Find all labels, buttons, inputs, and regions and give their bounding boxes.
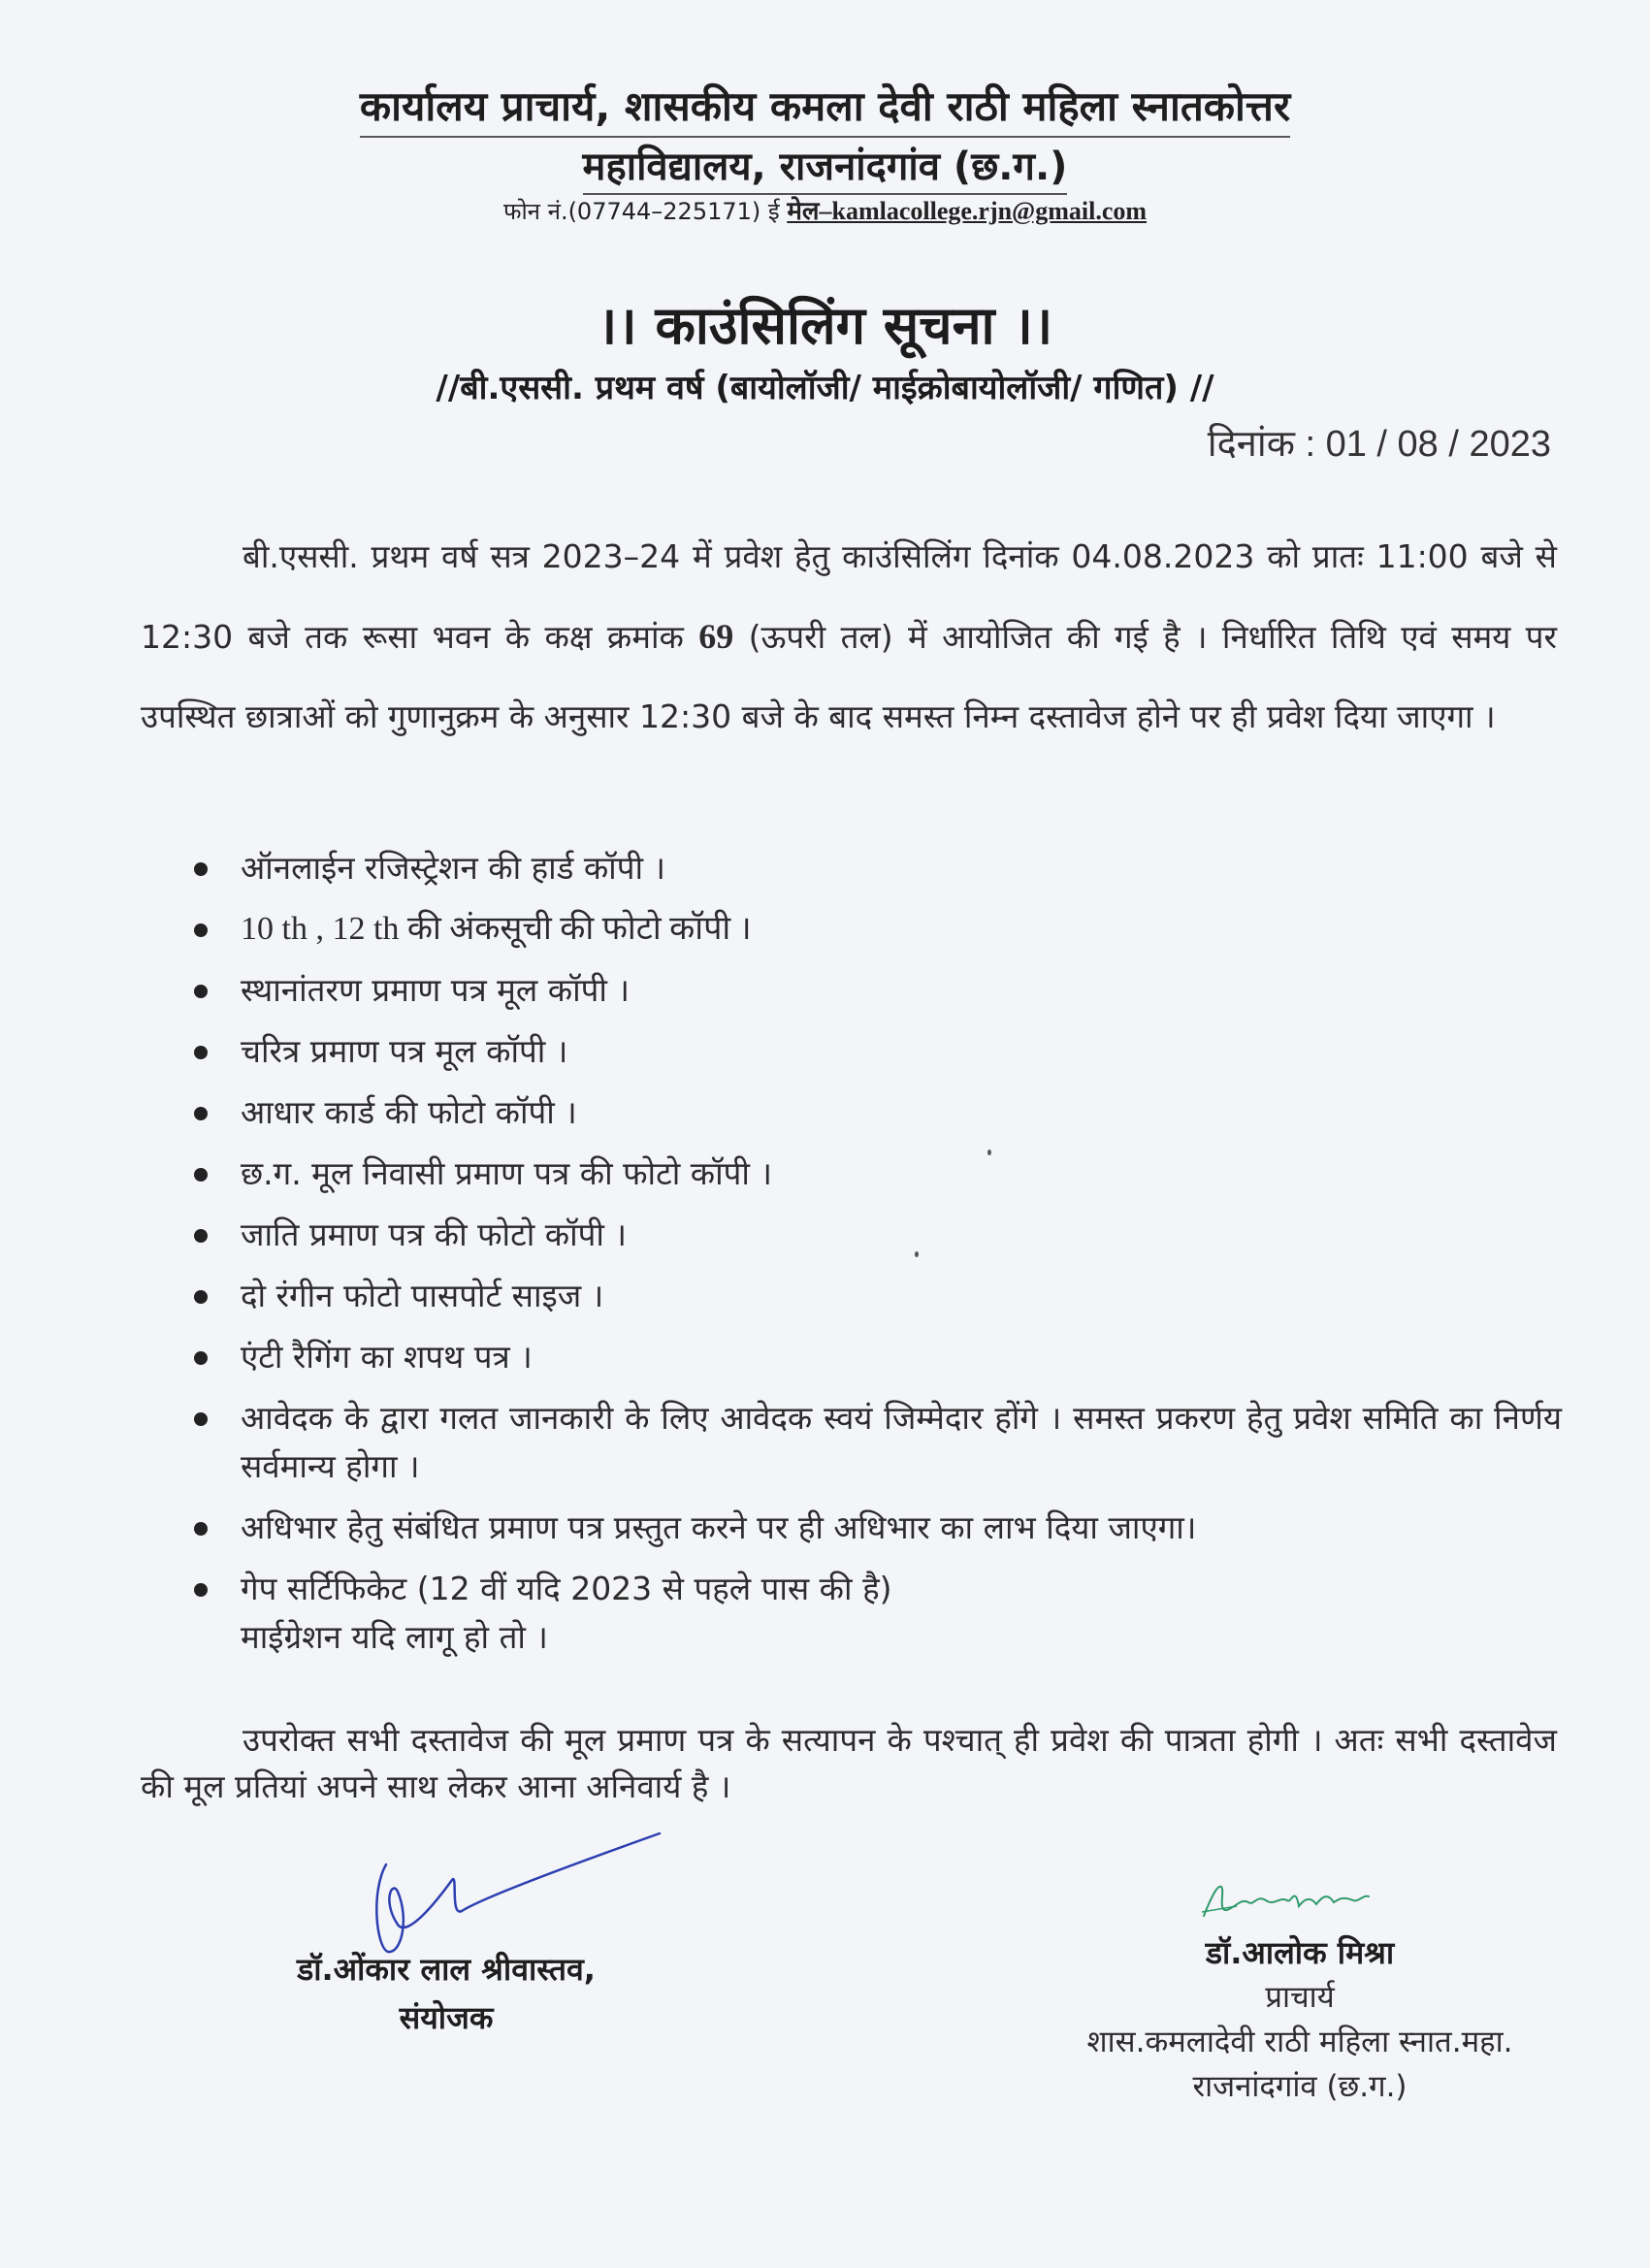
contact-line [0,192,1650,227]
notice-title: ।। काउंसिलिंग सूचना ।। [597,295,1053,356]
intro-text-b: (ऊपरी तल) में आयोजित की गई है । निर्धारित तिथि एवं समय पर उपस्थित छात्राओं को गुणानुक्रम के अनुसार 12:30 बजे के बाद समस्त निम्न दस्तावेज होने पर ही प्रवेश दिया जाएगा । [141,618,1557,735]
list-item: दो रंगीन फोटो पासपोर्ट साइज । [184,1272,1562,1320]
list-item: एंटी रैगिंग का शपथ पत्र । [184,1333,1562,1381]
principal-name: डॉ.आलोक मिश्रा [1205,1934,1395,1971]
scan-speck [915,1251,919,1257]
office-header-line1-text: कार्यालय प्राचार्य, शासकीय कमला देवी राठी महिला स्नातकोत्तर [360,82,1290,138]
notice-subtitle: //बी.एससी. प्रथम वर्ष (बायोलॉजी/ माईक्रोबायोलॉजी/ गणित) // [436,369,1214,407]
coordinator-role: संयोजक [399,1999,494,2036]
migration-text: माईग्रेशन यदि लागू हो तो । [241,1618,548,1656]
list-item: स्थानांतरण प्रमाण पत्र मूल कॉपी । [184,966,1562,1015]
room-number: 69 [698,617,734,656]
list-item: जाति प्रमाण पत्र की फोटो कॉपी । [184,1211,1562,1259]
intro-text-a: बी.एससी. प्रथम वर्ष सत्र 2023–24 में प्रवेश हेतु काउंसिलिंग दिनांक 04.08.2023 को प्रातः 11:00 बजे से 12:30 बजे तक रूसा भवन के कक्ष क्रमांक [141,537,1557,656]
principal-signature [1198,1877,1373,1926]
list-item: अधिभार हेतु संबंधित प्रमाण पत्र प्रस्तुत करने पर ही अधिभार का लाभ दिया जाएगा। [184,1504,1562,1552]
coordinator-name: डॉ.ओंकार लाल श्रीवास्तव, [297,1951,596,1988]
documents-list [184,844,1562,1674]
notice-date: दिनांक : 01 / 08 / 2023 [1207,424,1551,465]
gap-certificate-text: गेप सर्टिफिकेट (12 वीं यदि 2023 से पहले पास की है) [241,1570,892,1607]
email-link[interactable]: मेल–kamlacollege.rjn@gmail.com [787,197,1148,225]
list-item: आवेदक के द्वारा गलत जानकारी के लिए आवेदक स्वयं जिम्मेदार होंगे । समस्त प्रकरण हेतु प्रवेश समिति का निर्णय सर्वमान्य होगा । [184,1394,1562,1491]
office-header-line2 [0,138,1650,191]
list-item: ऑनलाईन रजिस्ट्रेशन की हार्ड कॉपी । [184,844,1562,892]
list-item: छ.ग. मूल निवासी प्रमाण पत्र की फोटो कॉपी । [184,1150,1562,1198]
office-header-line2-text: महाविद्यालय, राजनांदगांव (छ.ग.) [583,145,1068,195]
list-item [184,1565,1562,1662]
principal-city: राजनांदगांव (छ.ग.) [1192,2069,1407,2104]
closing-paragraph: उपरोक्त सभी दस्तावेज की मूल प्रमाण पत्र के सत्यापन के पश्चात् ही प्रवेश की पात्रता होगी । अतः सभी दस्तावेज की मूल प्रतियां अपने साथ लेकर आना अनिवार्य है । [141,1721,1557,1805]
intro-paragraph [141,517,1557,757]
principal-institution: शास.कमलादेवी राठी महिला स्नात.महा. [1086,2025,1513,2059]
list-item: 10 th , 12 th की अंकसूची की फोटो कॉपी । [184,905,1562,954]
office-header-line1 [0,78,1650,133]
coordinator-block [262,1945,631,2042]
list-item: चरित्र प्रमाण पत्र मूल कॉपी । [184,1027,1562,1076]
list-item: आधार कार्ड की फोटो कॉपी । [184,1088,1562,1137]
principal-role: प्राचार्य [1265,1980,1335,2015]
principal-block [1009,1930,1591,2109]
phone-text: फोन नं.(07744–225171) ई [502,198,788,225]
scan-speck [987,1150,991,1155]
